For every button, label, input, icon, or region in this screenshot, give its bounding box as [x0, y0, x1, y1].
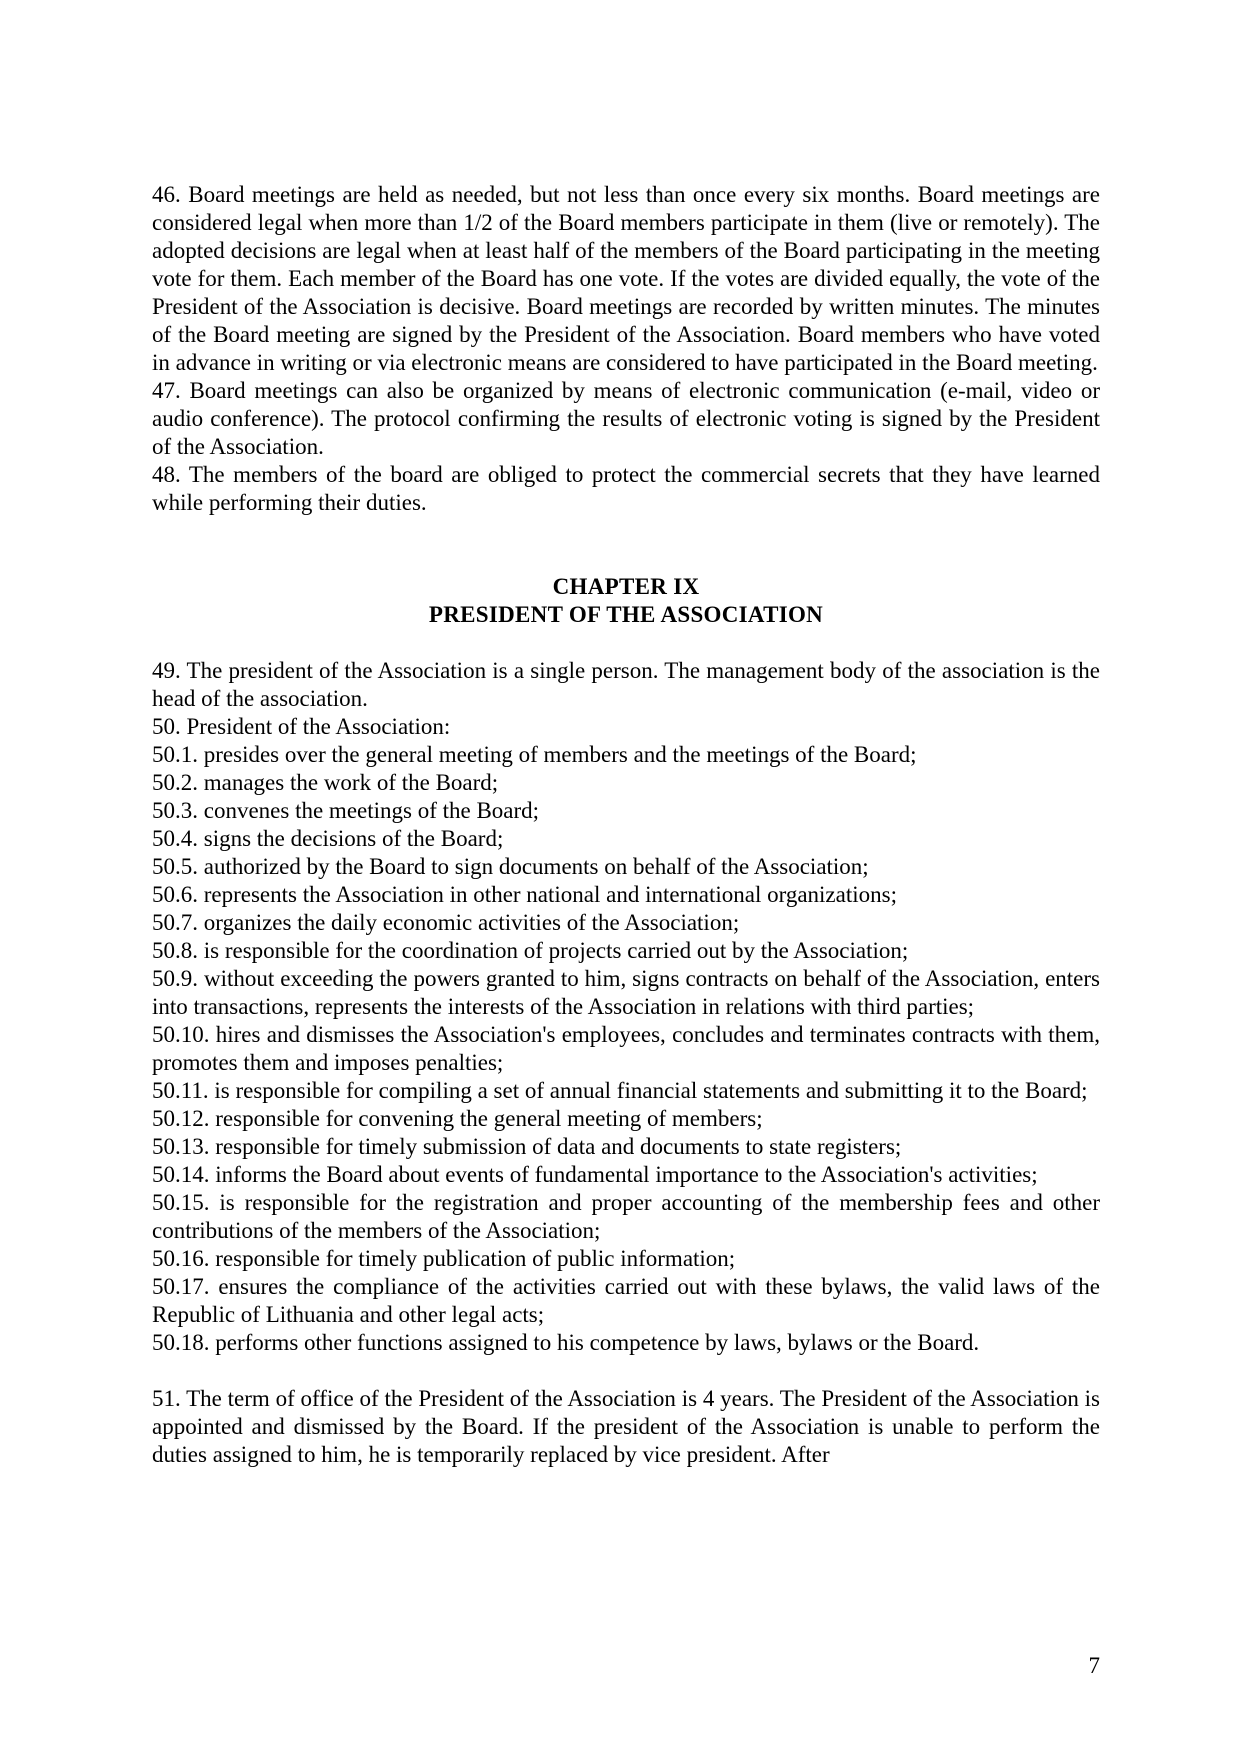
paragraph-50-10: 50.10. hires and dismisses the Association's employees, concludes and terminates contracts with them, promotes them and imposes penalties; [152, 1022, 1100, 1075]
paragraph-50-8: 50.8. is responsible for the coordination of projects carried out by the Association; [152, 938, 909, 963]
paragraph-50-4: 50.4. signs the decisions of the Board; [152, 826, 504, 851]
chapter-heading: CHAPTER IX PRESIDENT OF THE ASSOCIATION [428, 574, 824, 627]
paragraph-50: 50. President of the Association: [152, 714, 451, 739]
paragraph-50-18: 50.18. performs other functions assigned to his competence by laws, bylaws or the Board. [152, 1330, 980, 1355]
paragraph-50-13: 50.13. responsible for timely submission of data and documents to state registers; [152, 1134, 902, 1159]
paragraph-50-16: 50.16. responsible for timely publication of public information; [152, 1246, 736, 1271]
paragraph-46: 46. Board meetings are held as needed, but not less than once every six months. Board meetings are considered legal when more than 1/2 of the Board members participate in them (live or remotely). The adopted decisions are legal when at least half of the members of the Board participating in the meeting vote for them. Each member of the Board has one vote. If the votes are divided equally, the vote of the President of the Association is decisive. Board meetings are recorded by written minutes. The minutes of the Board meeting are signed by the President of the Association. Board members who have voted in advance in writing or via electronic means are considered to have participated in the Board meeting. [152, 182, 1100, 375]
paragraph-48: 48. The members of the board are obliged to protect the commercial secrets that they have learned while performing their duties. [152, 462, 1100, 515]
paragraph-47: 47. Board meetings can also be organized by means of electronic communication (e-mail, video or audio conference). The protocol confirming the results of electronic voting is signed by the President of the Association. [152, 378, 1100, 459]
paragraph-50-17: 50.17. ensures the compliance of the activities carried out with these bylaws, the valid laws of the Republic of Lithuania and other legal acts; [152, 1274, 1100, 1327]
paragraph-50-3: 50.3. convenes the meetings of the Board; [152, 798, 540, 823]
paragraph-50-6: 50.6. represents the Association in other national and international organizations; [152, 882, 897, 907]
paragraph-50-7: 50.7. organizes the daily economic activities of the Association; [152, 910, 740, 935]
paragraph-50-15: 50.15. is responsible for the registration and proper accounting of the membership fees and other contributions of the members of the Association; [152, 1190, 1100, 1243]
page-number: 7 [1088, 1653, 1100, 1678]
paragraph-50-5: 50.5. authorized by the Board to sign documents on behalf of the Association; [152, 854, 869, 879]
paragraph-50-1: 50.1. presides over the general meeting of members and the meetings of the Board; [152, 742, 917, 767]
document-text [152, 181, 1100, 1469]
paragraph-50-12: 50.12. responsible for convening the general meeting of members; [152, 1106, 763, 1131]
paragraph-50-14: 50.14. informs the Board about events of fundamental importance to the Association's activities; [152, 1162, 1038, 1187]
paragraph-50-9: 50.9. without exceeding the powers granted to him, signs contracts on behalf of the Association, enters into transactions, represents the interests of the Association in relations with third parties; [152, 966, 1100, 1019]
paragraph-49: 49. The president of the Association is a single person. The management body of the association is the head of the association. [152, 658, 1100, 711]
paragraph-51: 51. The term of office of the President of the Association is 4 years. The President of the Association is appointed and dismissed by the Board. If the president of the Association is unable to perform the duties assigned to him, he is temporarily replaced by vice president. After [152, 1386, 1100, 1467]
paragraph-50-2: 50.2. manages the work of the Board; [152, 770, 499, 795]
paragraph-50-11: 50.11. is responsible for compiling a set of annual financial statements and submitting it to the Board; [152, 1078, 1088, 1103]
